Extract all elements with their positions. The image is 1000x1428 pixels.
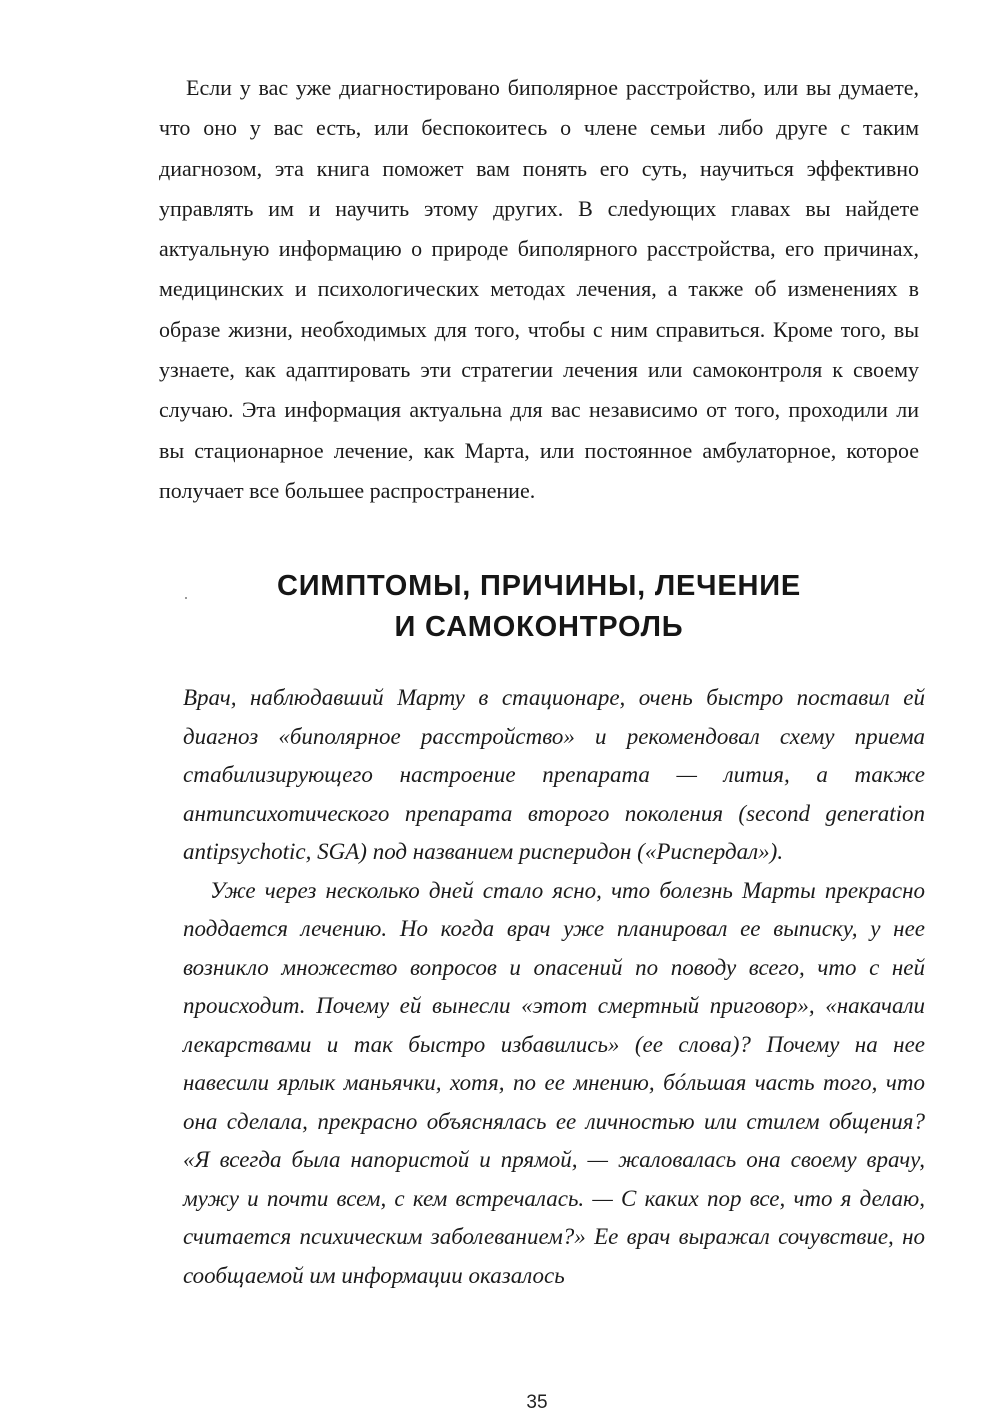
case-paragraph-questions: Уже через несколько дней стало ясно, что болезнь Марты прекрасно поддается лечению. Но когда врач уже планировал ее выписку, у нее возникло множество вопросов и опасений по поводу всего, что с ней происходит. Почему ей вынесли «этот смертный приговор», «накачали лекарствами и так быстро избавились» (ее слова)? Почему на нее навесили ярлык маньячки, хотя, по ее мнению, бóльшая часть того, что она сделала, прекрасно объяснялась ее личностью или стилем общения? «Я всегда была напористой и прямой, — жаловалась она своему врачу, мужу и почти всем, с кем встречалась. — С каких пор все, что я делаю, считается психическим заболеванием?» Ее врач выражал сочувствие, но сообщаемой им информации оказалось: [183, 877, 925, 1288]
section-heading: [159, 566, 919, 648]
intro-paragraph: Если у вас уже диагностировано биполярное расстройство, или вы думаете, что оно у вас есть, или беспокоитесь о члене семьи либо друге с таким диагнозом, эта книга поможет вам понять его суть, научиться эффективно управлять им и научить этому других. В слеdующих главах вы найдете актуальную информацию о природе биполярного расстройства, его причинах, медицинских и психологических методах лечения, а также об изменениях в образе жизни, необходимых для того, чтобы с ним справиться. Кроме того, вы узнаете, как адаптировать эти стратегии лечения или самоконтроля к своему случаю. Эта информация актуальна для вас независимо от того, проходили ли вы стационарное лечение, как Марта, или постоянное амбулаторное, которое получает все большее распространение.: [159, 75, 919, 503]
case-study-text: [183, 679, 925, 1295]
page-number: 35: [526, 1392, 548, 1413]
section-heading-line-2: И САМОКОНТРОЛЬ: [394, 611, 684, 643]
section-heading-line-1: СИМПТОМЫ, ПРИЧИНЫ, ЛЕЧЕНИЕ: [276, 570, 802, 602]
case-paragraph-diagnosis: Врач, наблюдавший Марту в стационаре, очень быстро поставил ей диагноз «биполярное расстройство» и рекомендовал схему приема стабилизирующего настроение препарата — лития, а также антипсихотического препарата второго поколения (second generation antipsychotic, SGA) под названием рисперидон («Риспердал»).: [183, 685, 925, 864]
